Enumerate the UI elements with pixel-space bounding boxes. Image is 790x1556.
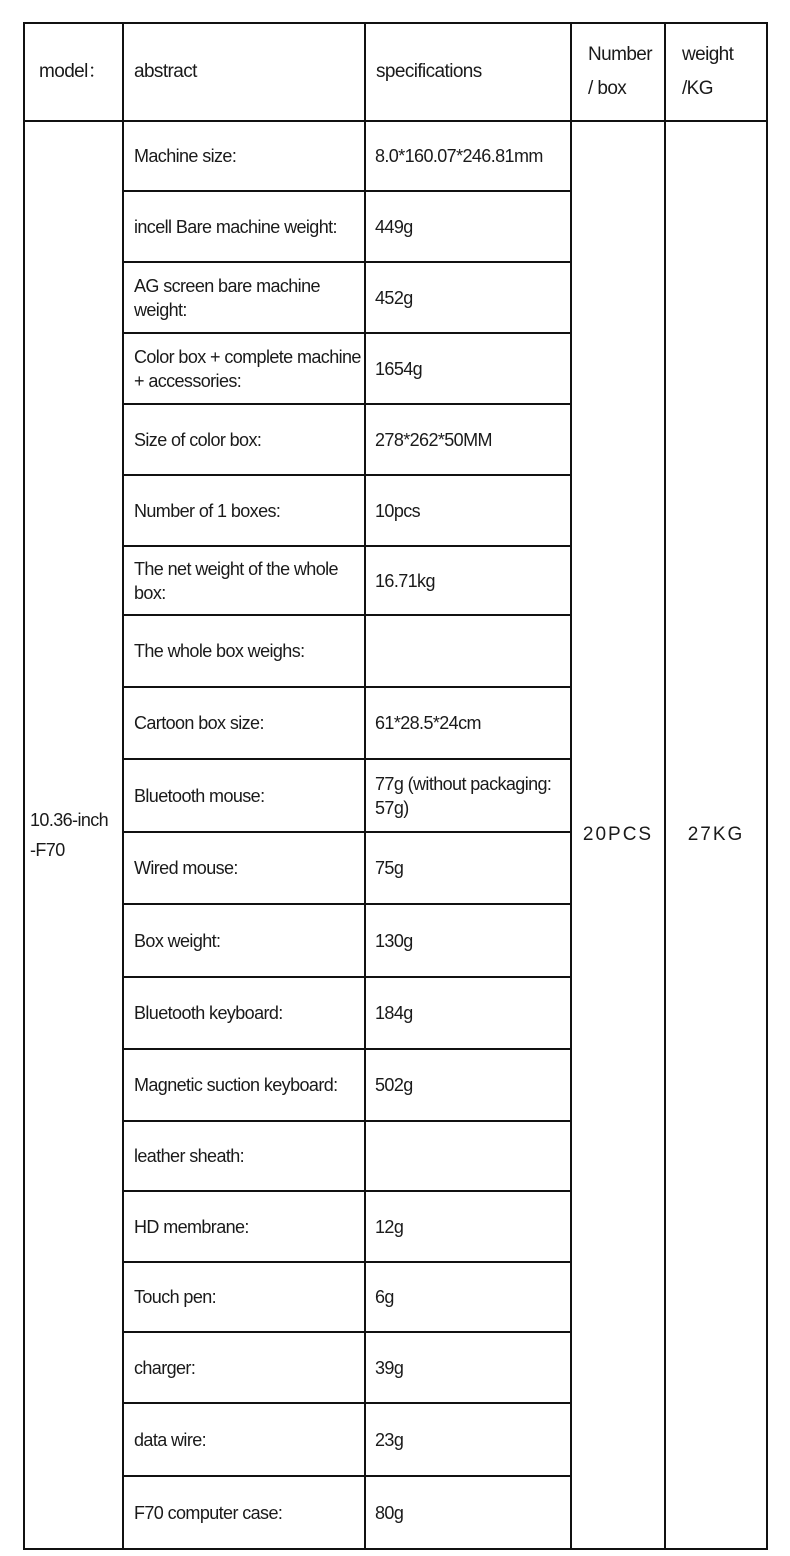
header-model: model： bbox=[24, 23, 123, 121]
spec-cell: 449g bbox=[365, 191, 571, 262]
abstract-cell: HD membrane: bbox=[123, 1191, 365, 1262]
header-weight-line2: /KG bbox=[682, 78, 713, 99]
model-line2: -F70 bbox=[30, 840, 65, 860]
spec-cell: 16.71kg bbox=[365, 546, 571, 615]
header-number-line1: Number bbox=[588, 44, 652, 65]
spec-cell: 6g bbox=[365, 1262, 571, 1332]
header-specifications: specifications bbox=[365, 23, 571, 121]
abstract-cell: F70 computer case: bbox=[123, 1476, 365, 1549]
abstract-cell: The whole box weighs: bbox=[123, 615, 365, 687]
abstract-cell: Number of 1 boxes: bbox=[123, 475, 365, 546]
abstract-cell: Touch pen: bbox=[123, 1262, 365, 1332]
abstract-cell: Size of color box: bbox=[123, 404, 365, 475]
header-weight bbox=[665, 23, 767, 121]
spec-cell: 77g (without packaging: 57g) bbox=[365, 759, 571, 832]
spec-cell: 8.0*160.07*246.81mm bbox=[365, 121, 571, 191]
header-abstract: abstract bbox=[123, 23, 365, 121]
header-weight-line1: weight bbox=[682, 44, 734, 65]
spec-cell: 39g bbox=[365, 1332, 571, 1403]
number-per-box-cell: 20PCS bbox=[571, 121, 665, 1549]
spec-cell: 452g bbox=[365, 262, 571, 333]
model-line1: 10.36-inch bbox=[30, 810, 109, 830]
abstract-cell: charger: bbox=[123, 1332, 365, 1403]
spec-cell: 75g bbox=[365, 832, 571, 904]
spec-cell: 10pcs bbox=[365, 475, 571, 546]
abstract-cell: leather sheath: bbox=[123, 1121, 365, 1191]
abstract-cell: Wired mouse: bbox=[123, 832, 365, 904]
spec-cell: 130g bbox=[365, 904, 571, 977]
spec-cell: 1654g bbox=[365, 333, 571, 404]
abstract-cell: Color box + complete machine + accessories: bbox=[123, 333, 365, 404]
header-number-line2: / box bbox=[588, 78, 627, 99]
abstract-cell: Bluetooth keyboard: bbox=[123, 977, 365, 1049]
spec-cell: 184g bbox=[365, 977, 571, 1049]
abstract-cell: Box weight: bbox=[123, 904, 365, 977]
abstract-cell: The net weight of the whole box: bbox=[123, 546, 365, 615]
spec-cell bbox=[365, 1121, 571, 1191]
table-row bbox=[24, 121, 767, 191]
spec-cell: 61*28.5*24cm bbox=[365, 687, 571, 759]
header-row bbox=[24, 23, 767, 121]
abstract-cell: Cartoon box size: bbox=[123, 687, 365, 759]
spec-cell: 278*262*50MM bbox=[365, 404, 571, 475]
spec-cell: 502g bbox=[365, 1049, 571, 1121]
spec-cell: 80g bbox=[365, 1476, 571, 1549]
abstract-cell: data wire: bbox=[123, 1403, 365, 1476]
abstract-cell: AG screen bare machine weight: bbox=[123, 262, 365, 333]
box-weight-cell: 27KG bbox=[665, 121, 767, 1549]
spec-cell: 12g bbox=[365, 1191, 571, 1262]
abstract-cell: Bluetooth mouse: bbox=[123, 759, 365, 832]
header-number-per-box bbox=[571, 23, 665, 121]
abstract-cell: Magnetic suction keyboard: bbox=[123, 1049, 365, 1121]
spec-cell: 23g bbox=[365, 1403, 571, 1476]
spec-table bbox=[23, 22, 768, 1550]
model-cell bbox=[24, 121, 123, 1549]
abstract-cell: incell Bare machine weight: bbox=[123, 191, 365, 262]
abstract-cell: Machine size: bbox=[123, 121, 365, 191]
spec-cell bbox=[365, 615, 571, 687]
